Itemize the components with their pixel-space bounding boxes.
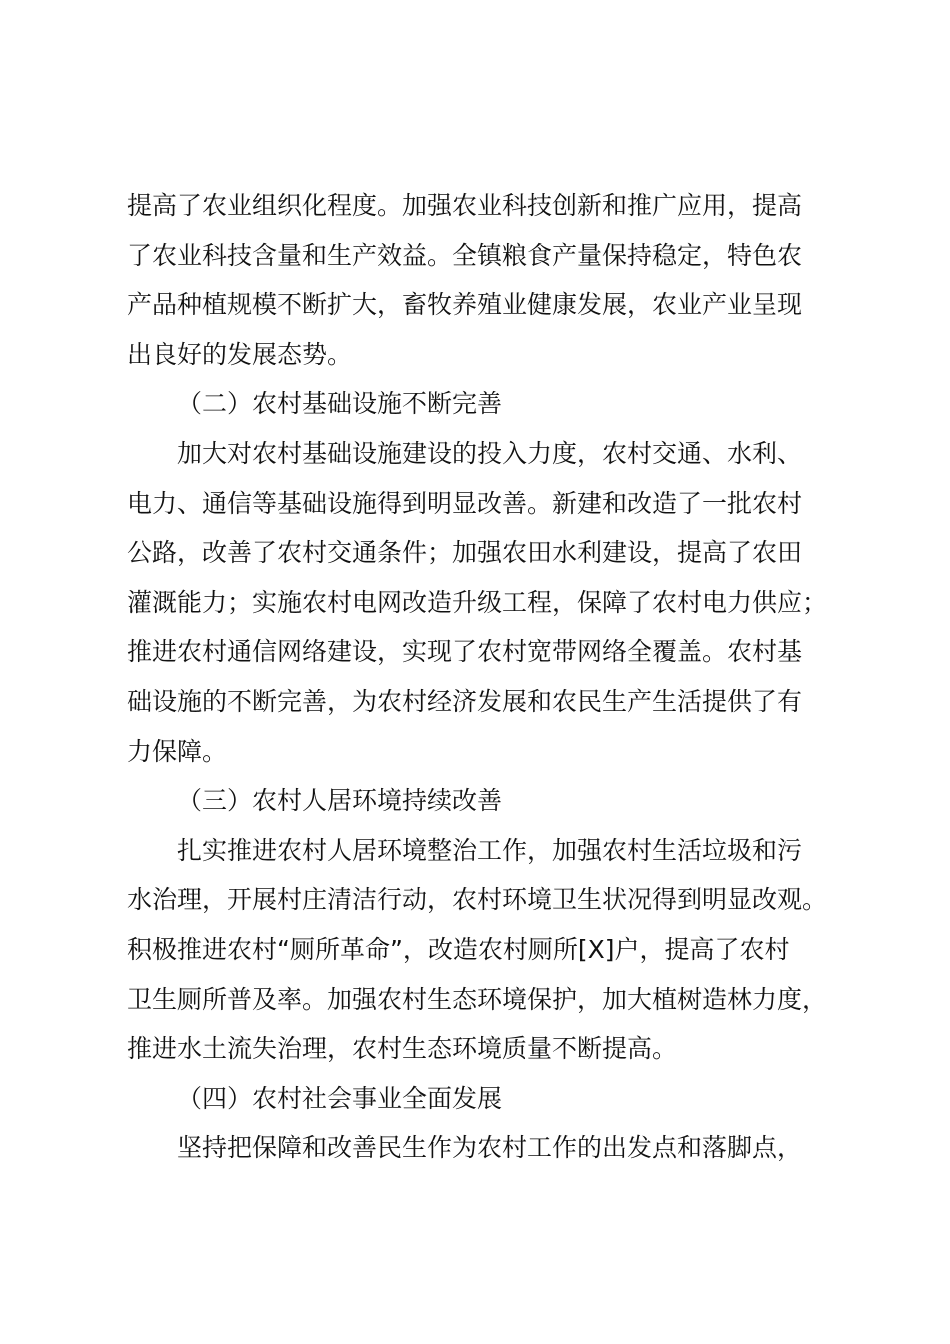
section-heading-2: （二）农村基础设施不断完善	[177, 389, 503, 419]
text-line: 产品种植规模不断扩大，畜牧养殖业健康发展，农业产业呈现	[127, 290, 803, 320]
text-line: 出良好的发展态势。	[127, 339, 353, 369]
section-heading-4: （四）农村社会事业全面发展	[177, 1083, 503, 1113]
text-line: 础设施的不断完善，为农村经济发展和农民生产生活提供了有	[127, 686, 803, 716]
text-line: 灌溉能力；实施农村电网改造升级工程，保障了农村电力供应；	[127, 587, 828, 617]
text-line: 推进水土流失治理，农村生态环境质量不断提高。	[127, 1034, 678, 1064]
paragraph-first-line: 扎实推进农村人居环境整治工作，加强农村生活垃圾和污	[177, 835, 803, 865]
document-body	[127, 181, 862, 1173]
paragraph-first-line: 加大对农村基础设施建设的投入力度，农村交通、水利、	[177, 438, 803, 468]
text-line: 提高了农业组织化程度。加强农业科技创新和推广应用，提高	[127, 191, 803, 220]
text-line: 水治理，开展村庄清洁行动，农村环境卫生状况得到明显改观。	[127, 885, 828, 915]
text-line: 力保障。	[127, 736, 228, 766]
text-line: 了农业科技含量和生产效益。全镇粮食产量保持稳定，特色农	[127, 240, 803, 270]
paragraph-first-line: 坚持把保障和改善民生作为农村工作的出发点和落脚点，	[177, 1133, 803, 1163]
section-heading-3: （三）农村人居环境持续改善	[177, 786, 503, 816]
text-line: 推进农村通信网络建设，实现了农村宽带网络全覆盖。农村基	[127, 637, 803, 667]
text-line: 公路，改善了农村交通条件；加强农田水利建设，提高了农田	[127, 538, 803, 568]
text-line: 卫生厕所普及率。加强农村生态环境保护，加大植树造林力度，	[127, 984, 828, 1014]
text-line: 积极推进农村“厕所革命”，改造农村厕所[X]户，提高了农村	[127, 934, 790, 964]
text-line: 电力、通信等基础设施得到明显改善。新建和改造了一批农村	[127, 488, 803, 518]
